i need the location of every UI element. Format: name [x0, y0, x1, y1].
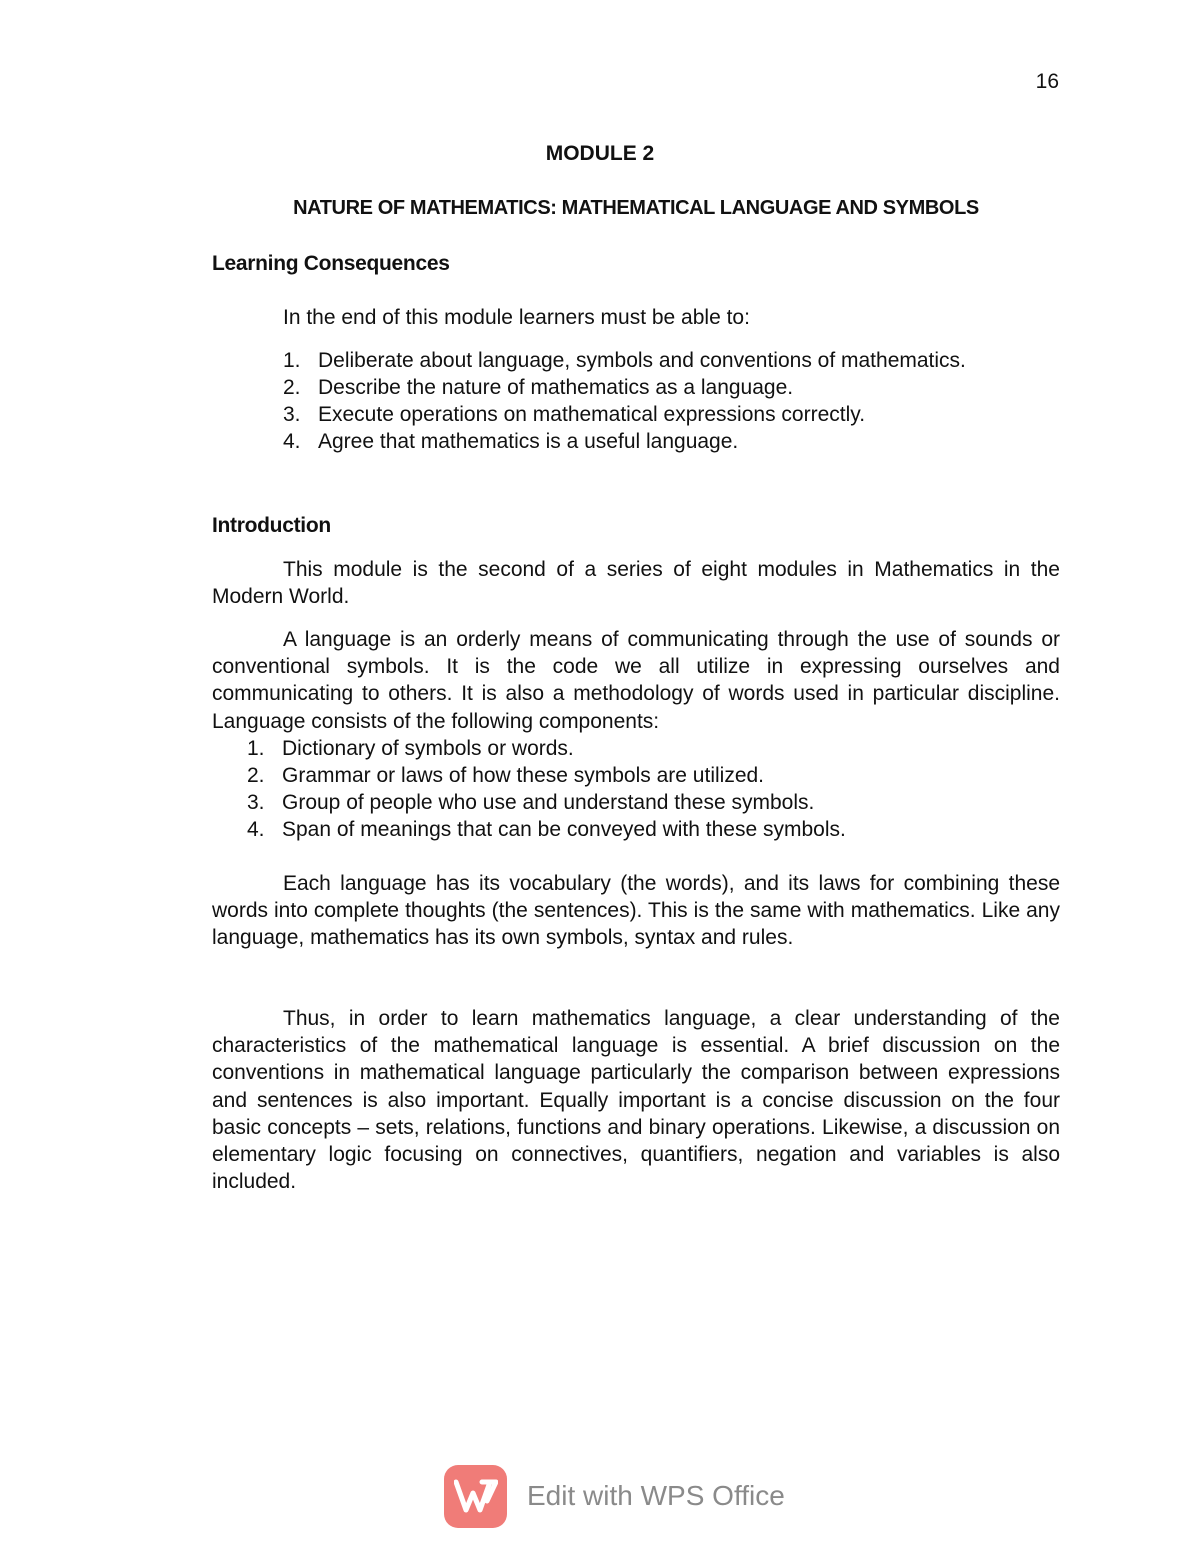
intro-paragraph-1 — [212, 556, 1060, 610]
wps-edit-badge[interactable] — [444, 1464, 785, 1528]
paragraph-text: Thus, in order to learn mathematics language, a clear understanding of the characteristics of the mathematical language is essential. A brief discussion on the conventions in mathematical language particularly the comparison between expressions and sentences is also important. Equally important is a concise discussion on the four basic concepts – sets, relations, functions and binary operations. Likewise, a discussion on elementary logic focusing on connectives, quantifiers, negation and variables is also included. — [212, 1007, 1060, 1194]
list-item-text: Group of people who use and understand these symbols. — [282, 791, 815, 815]
list-number: 3. — [247, 791, 265, 815]
list-number: 3. — [283, 403, 301, 426]
list-item-text: Deliberate about language, symbols and conventions of mathematics. — [318, 349, 966, 372]
list-item — [212, 789, 1060, 816]
wps-logo-icon — [444, 1465, 507, 1528]
list-item — [283, 374, 966, 401]
list-item — [212, 816, 1060, 843]
page-number: 16 — [1035, 70, 1059, 93]
list-item-text: Execute operations on mathematical expressions correctly. — [318, 403, 866, 426]
list-number: 2. — [283, 376, 301, 399]
intro-paragraph-4 — [212, 1005, 1060, 1195]
list-item-text: Grammar or laws of how these symbols are utilized. — [282, 764, 765, 788]
module-subtitle: NATURE OF MATHEMATICS: MATHEMATICAL LANGUAGE AND SYMBOLS — [293, 197, 979, 219]
list-item-text: Agree that mathematics is a useful language. — [318, 430, 739, 453]
wps-edit-label: Edit with WPS Office — [527, 1480, 785, 1511]
list-item — [212, 735, 1060, 762]
list-item-text: Describe the nature of mathematics as a language. — [318, 376, 794, 399]
paragraph-text: This module is the second of a series of eight modules in Mathematics in the Modern World. — [212, 558, 1060, 609]
learning-outcomes-heading: Learning Consequences — [212, 252, 450, 275]
list-item-text: Dictionary of symbols or words. — [282, 736, 574, 760]
intro-paragraph-3 — [212, 870, 1060, 952]
outcomes-lead-text: In the end of this module learners must be able to: — [283, 306, 750, 329]
list-item — [283, 347, 966, 374]
list-number: 4. — [247, 818, 265, 842]
list-item — [283, 428, 966, 455]
paragraph-text: A language is an orderly means of communicating through the use of sounds or conventional symbols. It is the code we all utilize in expressing ourselves and communicating to others. It is also a methodology of words used in particular discipline. Language consists of the following components: — [212, 628, 1060, 733]
list-number: 2. — [247, 764, 265, 788]
components-list — [212, 735, 1060, 844]
list-item-text: Span of meanings that can be conveyed with these symbols. — [282, 818, 846, 842]
intro-paragraph-2 — [212, 626, 1060, 844]
list-item — [283, 401, 966, 428]
list-number: 4. — [283, 430, 301, 453]
list-item — [212, 762, 1060, 789]
list-number: 1. — [247, 736, 265, 760]
introduction-heading: Introduction — [212, 514, 331, 537]
list-number: 1. — [283, 349, 301, 372]
paragraph-text: Each language has its vocabulary (the words), and its laws for combining these words into complete thoughts (the sentences). This is the same with mathematics. Like any language, mathematics has its own symbols, syntax and rules. — [212, 872, 1060, 950]
outcomes-list — [283, 347, 966, 455]
module-title: MODULE 2 — [545, 142, 655, 165]
